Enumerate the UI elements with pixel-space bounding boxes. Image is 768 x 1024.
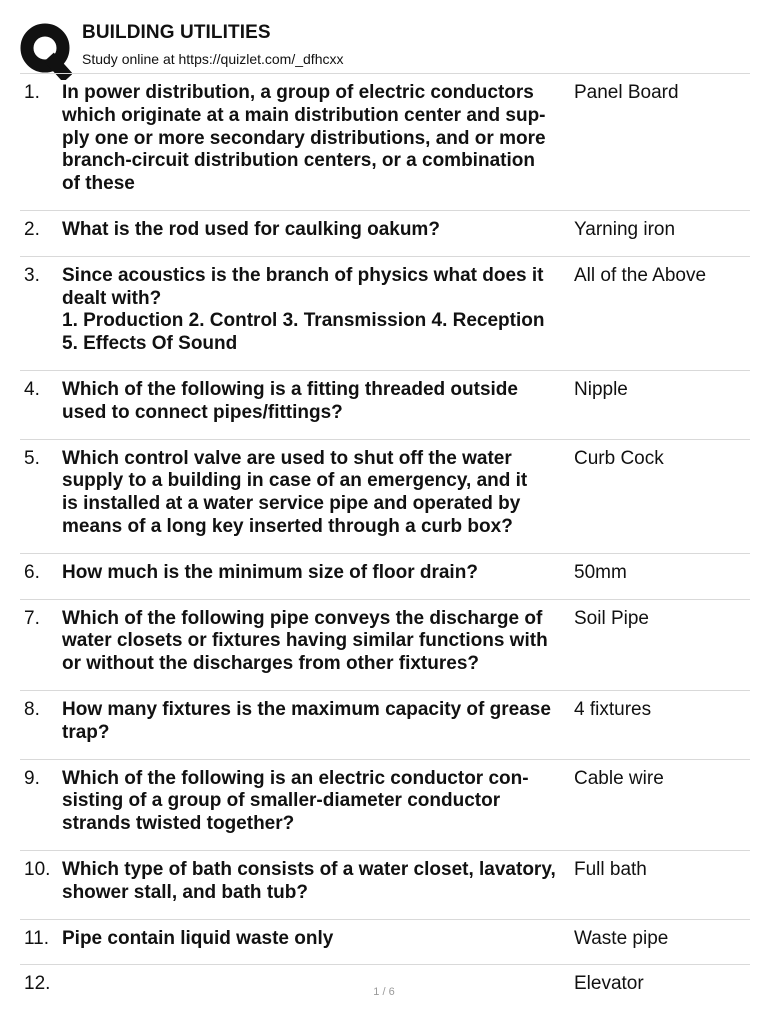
card-term: Which type of bath consists of a water closet, lavatory, shower stall, and bath tub? bbox=[62, 858, 556, 903]
card-definition: Cable wire bbox=[574, 767, 664, 789]
flashcard-row bbox=[20, 257, 750, 371]
page-title: BUILDING UTILITIES bbox=[82, 22, 271, 43]
flashcard-row bbox=[20, 74, 750, 211]
flashcard-row bbox=[20, 371, 750, 440]
card-definition: Yarning iron bbox=[574, 218, 676, 240]
flashcard-row bbox=[20, 554, 750, 600]
card-definition: Elevator bbox=[574, 973, 644, 995]
card-term: Which control valve are used to shut off the water supply to a building in case of an emergency, and it is installed at a water service pipe and operated by means of a long key inserted through a curb box? bbox=[62, 447, 528, 537]
card-term: Pipe contain liquid waste only bbox=[62, 927, 334, 949]
quizlet-q-logo-icon bbox=[20, 20, 72, 80]
page-indicator: 1 / 6 bbox=[373, 986, 395, 998]
flashcard-row bbox=[20, 440, 750, 554]
flashcard-row bbox=[20, 600, 750, 691]
card-term: Since acoustics is the branch of physics what does it dealt with? 1. Production 2. Control 3. Transmission 4. Reception 5. Effects Of Sound bbox=[62, 264, 545, 355]
card-number: 8. bbox=[24, 698, 40, 720]
card-term: How much is the minimum size of floor drain? bbox=[62, 561, 478, 583]
card-number: 4. bbox=[24, 378, 40, 400]
flashcard-row bbox=[20, 760, 750, 851]
card-number: 11. bbox=[24, 927, 50, 949]
card-definition: All of the Above bbox=[574, 264, 707, 286]
page-header bbox=[20, 16, 750, 74]
flashcard-row bbox=[20, 691, 750, 760]
card-term: What is the rod used for caulking oakum? bbox=[62, 218, 440, 240]
flashcard-row bbox=[20, 920, 750, 966]
card-term: Which of the following is a fitting threaded outside used to connect pipes/fittings? bbox=[62, 378, 518, 423]
flashcard-row bbox=[20, 211, 750, 257]
card-number: 10. bbox=[24, 858, 51, 880]
card-number: 6. bbox=[24, 561, 40, 583]
card-definition: 4 fixtures bbox=[574, 698, 652, 720]
card-number: 1. bbox=[24, 82, 40, 103]
flashcard-list bbox=[20, 73, 750, 1010]
flashcard-row bbox=[20, 851, 750, 920]
card-term: In power distribution, a group of electric conductors which originate at a main distribution center and sup- ply one or more secondary distributions, and or more branch-circuit distribution centers, or a combination of these bbox=[62, 82, 546, 195]
card-number: 9. bbox=[24, 767, 40, 789]
card-definition: 50mm bbox=[574, 561, 627, 583]
card-definition: Soil Pipe bbox=[574, 607, 649, 629]
card-definition: Curb Cock bbox=[574, 447, 664, 469]
card-definition: Nipple bbox=[574, 378, 628, 400]
card-definition: Full bath bbox=[574, 858, 647, 880]
card-number: 2. bbox=[24, 218, 40, 240]
card-number: 3. bbox=[24, 264, 40, 286]
study-link-text: Study online at https://quizlet.com/_dfhcxx bbox=[82, 51, 344, 67]
card-term: How many fixtures is the maximum capacity of grease trap? bbox=[62, 698, 551, 743]
card-number: 5. bbox=[24, 447, 40, 469]
card-term: Which of the following is an electric conductor con- sisting of a group of smaller-diameter conductor strands twisted together? bbox=[62, 767, 529, 835]
card-number: 12. bbox=[24, 973, 51, 995]
card-number: 7. bbox=[24, 607, 40, 629]
card-term: Which of the following pipe conveys the discharge of water closets or fixtures having similar functions with or without the discharges from other fixtures? bbox=[62, 607, 548, 675]
card-definition: Panel Board bbox=[574, 82, 679, 103]
card-definition: Waste pipe bbox=[574, 927, 669, 949]
